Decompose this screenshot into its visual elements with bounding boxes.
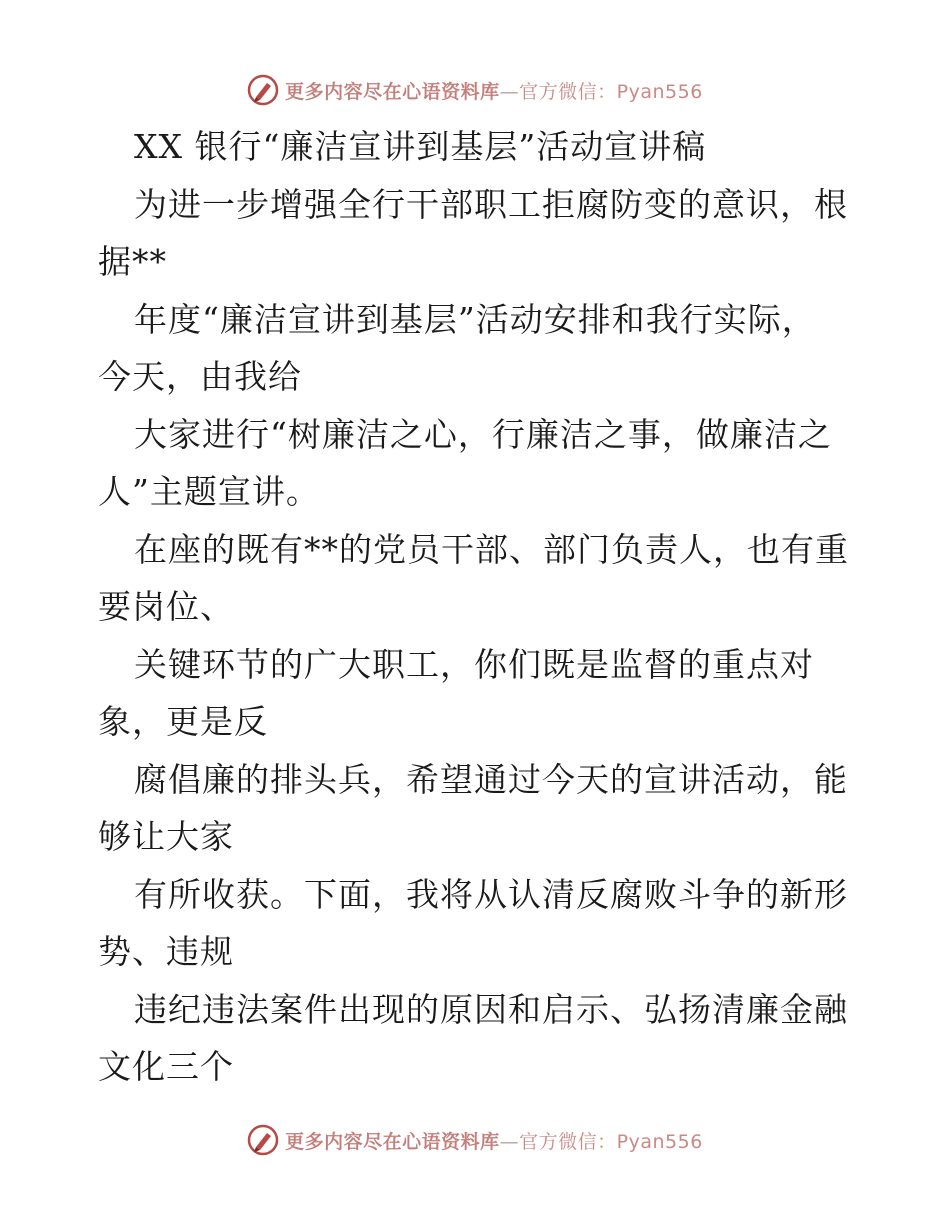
text-line: 有所收获。下面，我将从认清反腐败斗争的新形	[134, 874, 848, 914]
watermark-main-text: 更多内容尽在心语资料库	[285, 80, 500, 103]
text-line: 象，更是反	[98, 702, 268, 741]
text-line: 违纪违法案件出现的原因和启示、弘扬清廉金融	[134, 989, 848, 1029]
text-line: 人”主题宣讲。	[98, 472, 320, 511]
text-line: 年度“廉洁宣讲到基层”活动安排和我行实际，	[134, 299, 816, 339]
watermark-wechat-text: 官方微信：Pyan556	[519, 80, 703, 103]
text-line: 够让大家	[98, 817, 234, 856]
watermark-main-text: 更多内容尽在心语资料库	[285, 1130, 500, 1153]
text-line: 为进一步增强全行干部职工拒腐防变的意识，根	[134, 184, 848, 224]
watermark-separator: —	[499, 80, 520, 103]
text-line: 要岗位、	[98, 587, 234, 626]
document-title: XX 银行“廉洁宣讲到基层”活动宣讲稿	[134, 127, 707, 166]
text-line: 文化三个	[98, 1047, 234, 1086]
footer-watermark	[0, 1120, 950, 1160]
header-watermark	[0, 70, 950, 110]
watermark-separator: —	[499, 1130, 520, 1153]
document-body	[98, 118, 858, 1096]
pen-logo-icon	[247, 74, 279, 106]
text-line: 势、违规	[98, 932, 234, 971]
watermark-wechat-text: 官方微信：Pyan556	[519, 1130, 703, 1153]
text-line: 在座的既有**的党员干部、部门负责人，也有重	[134, 529, 849, 569]
text-line: 腐倡廉的排头兵，希望通过今天的宣讲活动，能	[134, 759, 848, 799]
pen-logo-icon	[247, 1124, 279, 1156]
text-line: 据**	[98, 242, 167, 281]
text-line: 关键环节的广大职工，你们既是监督的重点对	[134, 644, 814, 684]
text-line: 今天，由我给	[98, 357, 302, 396]
text-line: 大家进行“树廉洁之心，行廉洁之事，做廉洁之	[134, 414, 832, 454]
